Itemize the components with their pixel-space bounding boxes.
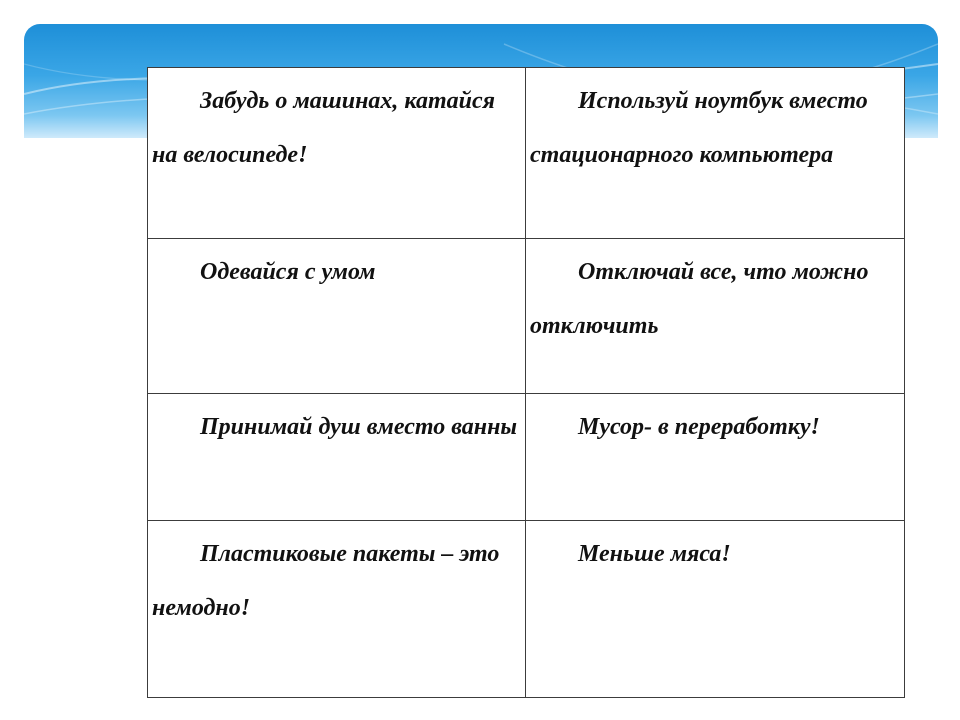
table-cell: Используй ноутбук вместо стационарного компьютера bbox=[526, 68, 905, 239]
table-row bbox=[148, 394, 905, 521]
table-row bbox=[148, 239, 905, 394]
table-cell: Мусор- в переработку! bbox=[526, 394, 905, 521]
table-cell: Забудь о машинах, катайся на велосипеде! bbox=[148, 68, 526, 239]
tips-table bbox=[147, 67, 905, 698]
table-row bbox=[148, 521, 905, 698]
table-cell: Отключай все, что можно отключить bbox=[526, 239, 905, 394]
table-row bbox=[148, 68, 905, 239]
table-cell: Принимай душ вместо ванны bbox=[148, 394, 526, 521]
table-cell: Меньше мяса! bbox=[526, 521, 905, 698]
table-cell: Одевайся с умом bbox=[148, 239, 526, 394]
table-cell: Пластиковые пакеты – это немодно! bbox=[148, 521, 526, 698]
